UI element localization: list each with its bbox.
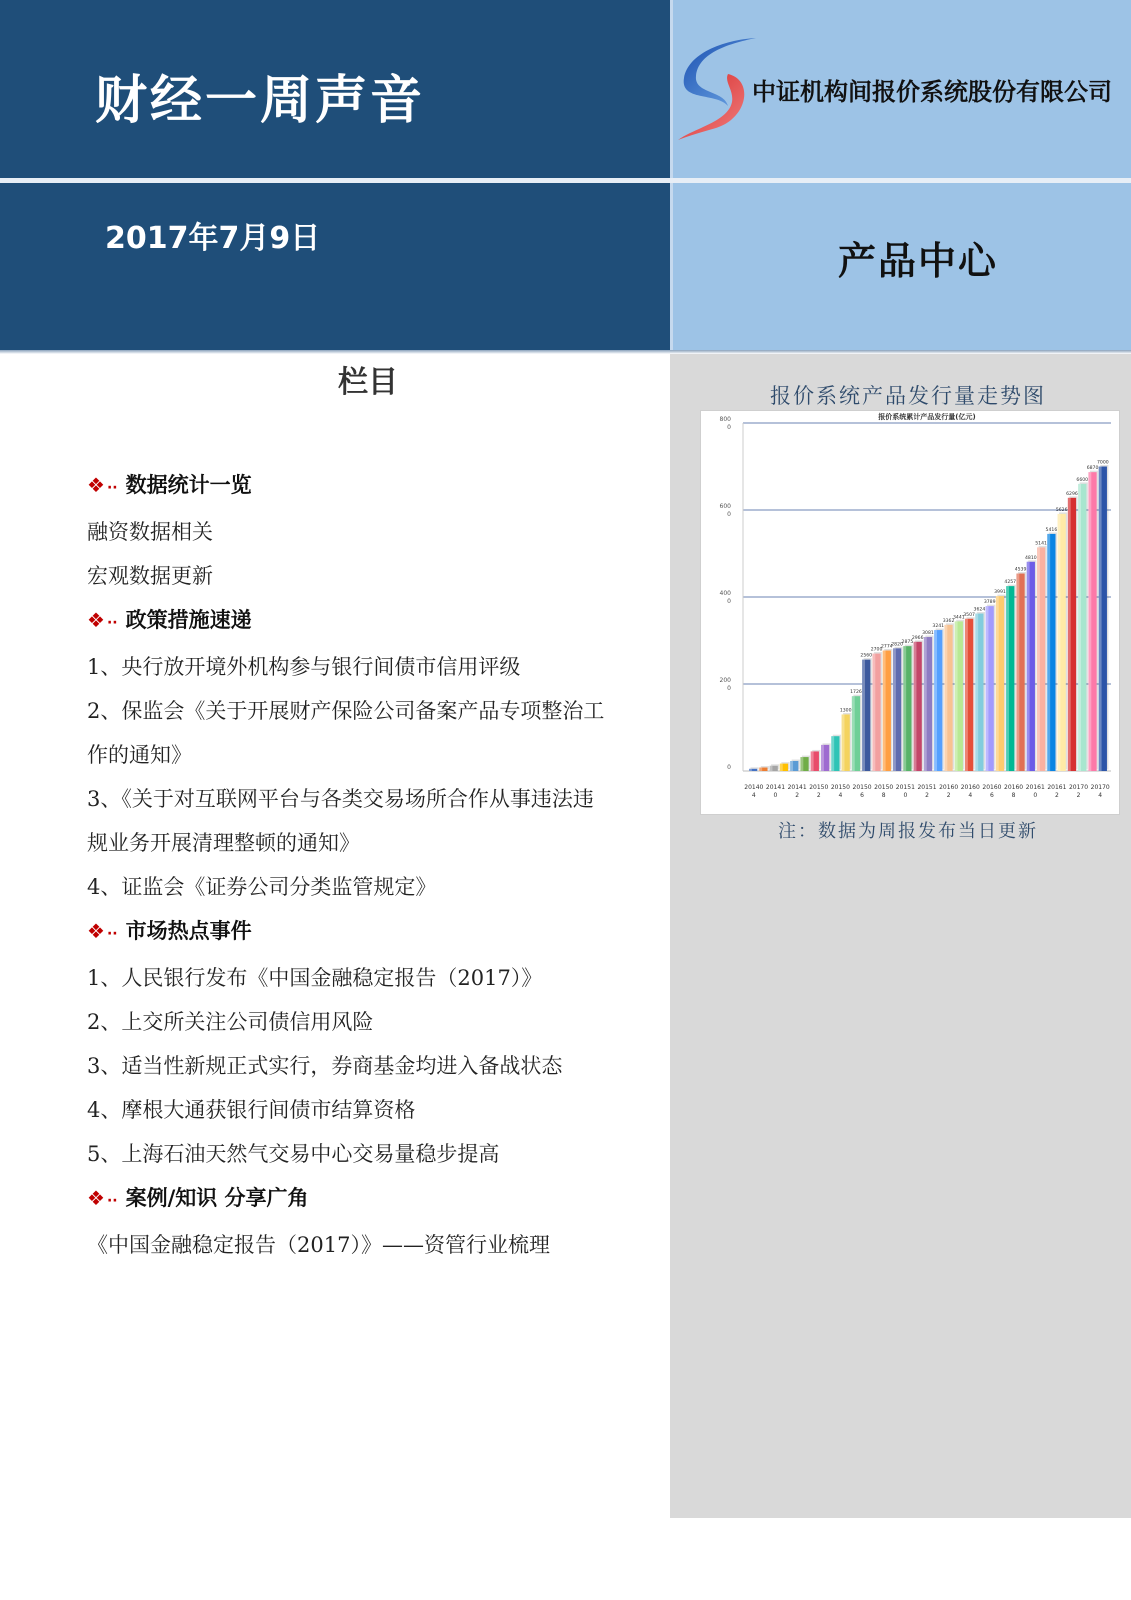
bar-highlight xyxy=(1068,498,1071,771)
bar-highlight xyxy=(759,768,762,771)
bar-data-label: 3507 xyxy=(963,612,975,618)
bar-highlight xyxy=(965,619,968,771)
toc-item-text: 融资数据相关 xyxy=(87,520,213,544)
x-tick-label: 20161 xyxy=(1025,784,1045,791)
x-tick-label: 2 xyxy=(946,792,951,799)
bar-highlight xyxy=(1006,586,1009,771)
toc-section-heading xyxy=(87,1176,662,1223)
bar-highlight xyxy=(883,651,886,771)
bar-highlight xyxy=(986,606,989,771)
toc-section-heading xyxy=(87,909,662,956)
bar-data-label: 5416 xyxy=(1045,527,1058,533)
diamond-bullet-icon: ❖ xyxy=(87,608,105,632)
x-tick-label: 4 xyxy=(1098,792,1103,799)
toc-item xyxy=(87,1000,662,1044)
toc-item-text: 数据统计一览 xyxy=(125,473,252,497)
bar-data-label: 4257 xyxy=(1004,580,1017,586)
x-tick-label: 20140 xyxy=(744,784,764,791)
toc-item xyxy=(87,1044,662,1088)
bar-data-label: 3081 xyxy=(922,631,934,637)
bar-data-label: 6296 xyxy=(1066,491,1078,497)
bar-data-label: 1300 xyxy=(839,708,852,714)
bar-data-label: 2820 xyxy=(891,642,903,648)
bar-highlight xyxy=(872,654,875,771)
toc-item-text: 2、上交所关注公司债信用风险 xyxy=(87,1010,374,1034)
bar-highlight xyxy=(955,621,958,771)
issuance-chart xyxy=(700,410,1120,815)
x-tick-label: 20141 xyxy=(787,784,807,791)
chart-title: 报价系统累计产品发行量(亿元) xyxy=(878,413,976,421)
x-tick-label: 20170 xyxy=(1068,784,1089,791)
bar-highlight xyxy=(1058,514,1061,771)
issuance-chart-svg xyxy=(701,411,1121,816)
bullet-dots-icon: ·· xyxy=(106,615,118,631)
header-date-band xyxy=(0,183,670,350)
bar-data-label: 3624 xyxy=(973,607,986,613)
bar-data-label: 6870 xyxy=(1086,466,1099,472)
bar-data-label: 2966 xyxy=(911,635,924,641)
y-tick-label: 400 xyxy=(719,590,731,597)
x-tick-label: 20151 xyxy=(895,784,915,791)
bar-highlight xyxy=(924,637,927,771)
toc-item xyxy=(87,554,662,598)
bar-highlight xyxy=(1088,472,1091,771)
bar-data-label: 6600 xyxy=(1076,477,1089,483)
bullet-dots-icon: ·· xyxy=(106,926,118,942)
issue-date: 2017年7月9日 xyxy=(105,221,321,256)
bar-data-label: 4810 xyxy=(1024,555,1037,561)
x-tick-label: 20170 xyxy=(1090,784,1110,791)
y-tick-label: 0 xyxy=(727,764,731,771)
bar-highlight xyxy=(1099,467,1102,772)
bar-data-label: 3991 xyxy=(994,590,1006,596)
toc-section-heading xyxy=(87,463,662,510)
toc-item xyxy=(87,821,662,865)
x-tick-label: 20150 xyxy=(830,784,850,791)
bar-highlight xyxy=(749,769,752,771)
toc-item-text: 3、适当性新规正式实行，券商基金均进入备战状态 xyxy=(87,1054,563,1078)
x-tick-label: 20160 xyxy=(1004,784,1024,791)
bar-highlight xyxy=(770,766,773,771)
x-tick-label: 6 xyxy=(990,792,994,799)
x-tick-label: 4 xyxy=(751,792,756,799)
x-tick-label: 0 xyxy=(773,792,778,799)
x-tick-label: 20160 xyxy=(960,784,980,791)
bar-highlight xyxy=(862,660,865,771)
bar-highlight xyxy=(1078,484,1081,771)
y-tick-label: 0 xyxy=(727,511,731,518)
bar-data-label: 3441 xyxy=(952,615,965,621)
bar-highlight xyxy=(842,714,845,771)
bar-data-label: 1726 xyxy=(850,690,862,696)
toc-section-heading xyxy=(87,598,662,645)
x-tick-label: 8 xyxy=(1011,792,1016,799)
x-tick-label: 2 xyxy=(1054,792,1059,799)
diamond-bullet-icon: ❖ xyxy=(87,1186,105,1210)
x-tick-label: 20161 xyxy=(1047,784,1067,791)
bar-data-label: 3241 xyxy=(932,624,945,630)
x-tick-label: 0 xyxy=(903,792,908,799)
bullet-dots-icon: ·· xyxy=(106,1193,118,1209)
bar-highlight xyxy=(1037,547,1040,771)
x-tick-label: 2 xyxy=(1076,792,1081,799)
chart-note: 注：数据为周报发布当日更新 xyxy=(778,821,1038,842)
bar-highlight xyxy=(944,625,947,771)
x-tick-label: 20150 xyxy=(874,784,894,791)
y-tick-label: 0 xyxy=(727,685,731,692)
toc-item-text: 1、央行放开境外机构参与银行间债市信用评级 xyxy=(87,655,521,679)
y-tick-label: 0 xyxy=(727,598,731,605)
toc-item xyxy=(87,645,662,689)
toc-item-text: 5、上海石油天然气交易中心交易量稳步提高 xyxy=(87,1142,500,1166)
chart-caption: 报价系统产品发行量走势图 xyxy=(770,384,1046,408)
toc-item xyxy=(87,1132,662,1176)
x-tick-label: 6 xyxy=(860,792,864,799)
bar-highlight xyxy=(831,736,834,771)
diamond-bullet-icon: ❖ xyxy=(87,473,105,497)
toc-item xyxy=(87,1223,662,1267)
toc-item-text: 《中国金融稳定报告（2017）》——资管行业梳理 xyxy=(87,1233,550,1257)
toc-item xyxy=(87,865,662,909)
x-tick-label: 20151 xyxy=(917,784,937,791)
toc-item-text: 规业务开展清理整顿的通知》 xyxy=(87,831,360,855)
y-tick-label: 600 xyxy=(719,503,731,510)
bar-data-label: 4539 xyxy=(1014,567,1027,573)
y-tick-label: 0 xyxy=(727,424,731,431)
toc-item xyxy=(87,510,662,554)
bar-data-label: 2774 xyxy=(880,644,893,650)
x-tick-label: 8 xyxy=(881,792,886,799)
x-tick-label: 20160 xyxy=(982,784,1002,791)
bar-highlight xyxy=(914,642,917,771)
bar-data-label: 3362 xyxy=(942,618,955,624)
x-tick-label: 0 xyxy=(1033,792,1038,799)
bullet-dots-icon: ·· xyxy=(106,480,118,496)
toc-item-text: 1、人民银行发布《中国金融稳定报告（2017）》 xyxy=(87,966,543,990)
bar-data-label: 7000 xyxy=(1096,460,1109,466)
toc-item xyxy=(87,733,662,777)
bar-highlight xyxy=(1047,534,1050,771)
x-tick-label: 20160 xyxy=(939,784,959,791)
bar-highlight xyxy=(1016,574,1019,771)
toc-item-text: 案例/知识 分享广角 xyxy=(125,1186,309,1210)
bar-highlight xyxy=(780,764,783,771)
bar-data-label: 2700 xyxy=(870,647,883,653)
x-tick-label: 20150 xyxy=(852,784,872,791)
x-tick-label: 20141 xyxy=(765,784,786,791)
toc-item-text: 作的通知》 xyxy=(87,743,192,767)
bar-highlight xyxy=(996,596,999,771)
bar-highlight xyxy=(903,646,906,771)
x-tick-label: 2 xyxy=(925,792,929,799)
bar-highlight xyxy=(852,696,855,771)
toc-item xyxy=(87,1088,662,1132)
toc-item-text: 4、摩根大通获银行间债市结算资格 xyxy=(87,1098,416,1122)
bar-highlight xyxy=(893,648,896,771)
toc-item-text: 政策措施速递 xyxy=(125,608,252,632)
page-title: 财经一周声音 xyxy=(95,71,426,131)
toc-item xyxy=(87,956,662,1000)
bar-highlight xyxy=(790,761,793,771)
toc-item-text: 3、《关于对互联网平台与各类交易场所合作从事违法违 xyxy=(87,787,594,811)
department-name: 产品中心 xyxy=(838,239,999,283)
bar-data-label: 2560 xyxy=(860,653,873,659)
table-of-contents xyxy=(87,463,662,1267)
toc-item-text: 4、证监会《证券公司分类监管规定》 xyxy=(87,875,437,899)
bar-data-label: 2875 xyxy=(901,640,914,646)
x-tick-label: 4 xyxy=(838,792,843,799)
bar-highlight xyxy=(811,751,814,771)
bar-highlight xyxy=(975,614,978,771)
toc-item-text: 宏观数据更新 xyxy=(87,564,213,588)
x-tick-label: 2 xyxy=(795,792,800,799)
toc-item xyxy=(87,689,662,733)
bar-highlight xyxy=(1027,562,1030,771)
toc-item-text: 市场热点事件 xyxy=(125,919,252,943)
toc-item-text: 2、保监会《关于开展财产保险公司备案产品专项整治工 xyxy=(87,699,605,723)
x-tick-label: 20150 xyxy=(809,784,829,791)
toc-item xyxy=(87,777,662,821)
bar-data-label: 5141 xyxy=(1035,541,1047,547)
bar-highlight xyxy=(800,757,803,771)
x-tick-label: 2 xyxy=(816,792,821,799)
bar-highlight xyxy=(821,745,824,771)
x-tick-label: 4 xyxy=(968,792,973,799)
toc-title: 栏目 xyxy=(338,365,398,400)
diamond-bullet-icon: ❖ xyxy=(87,919,105,943)
y-tick-label: 800 xyxy=(719,416,731,423)
company-name: 中证机构间报价系统股份有限公司 xyxy=(752,78,1112,106)
bar-data-label: 3789 xyxy=(983,600,996,606)
y-tick-label: 200 xyxy=(719,677,731,684)
bar-data-label: 5626 xyxy=(1055,507,1068,513)
bar-highlight xyxy=(934,630,937,771)
